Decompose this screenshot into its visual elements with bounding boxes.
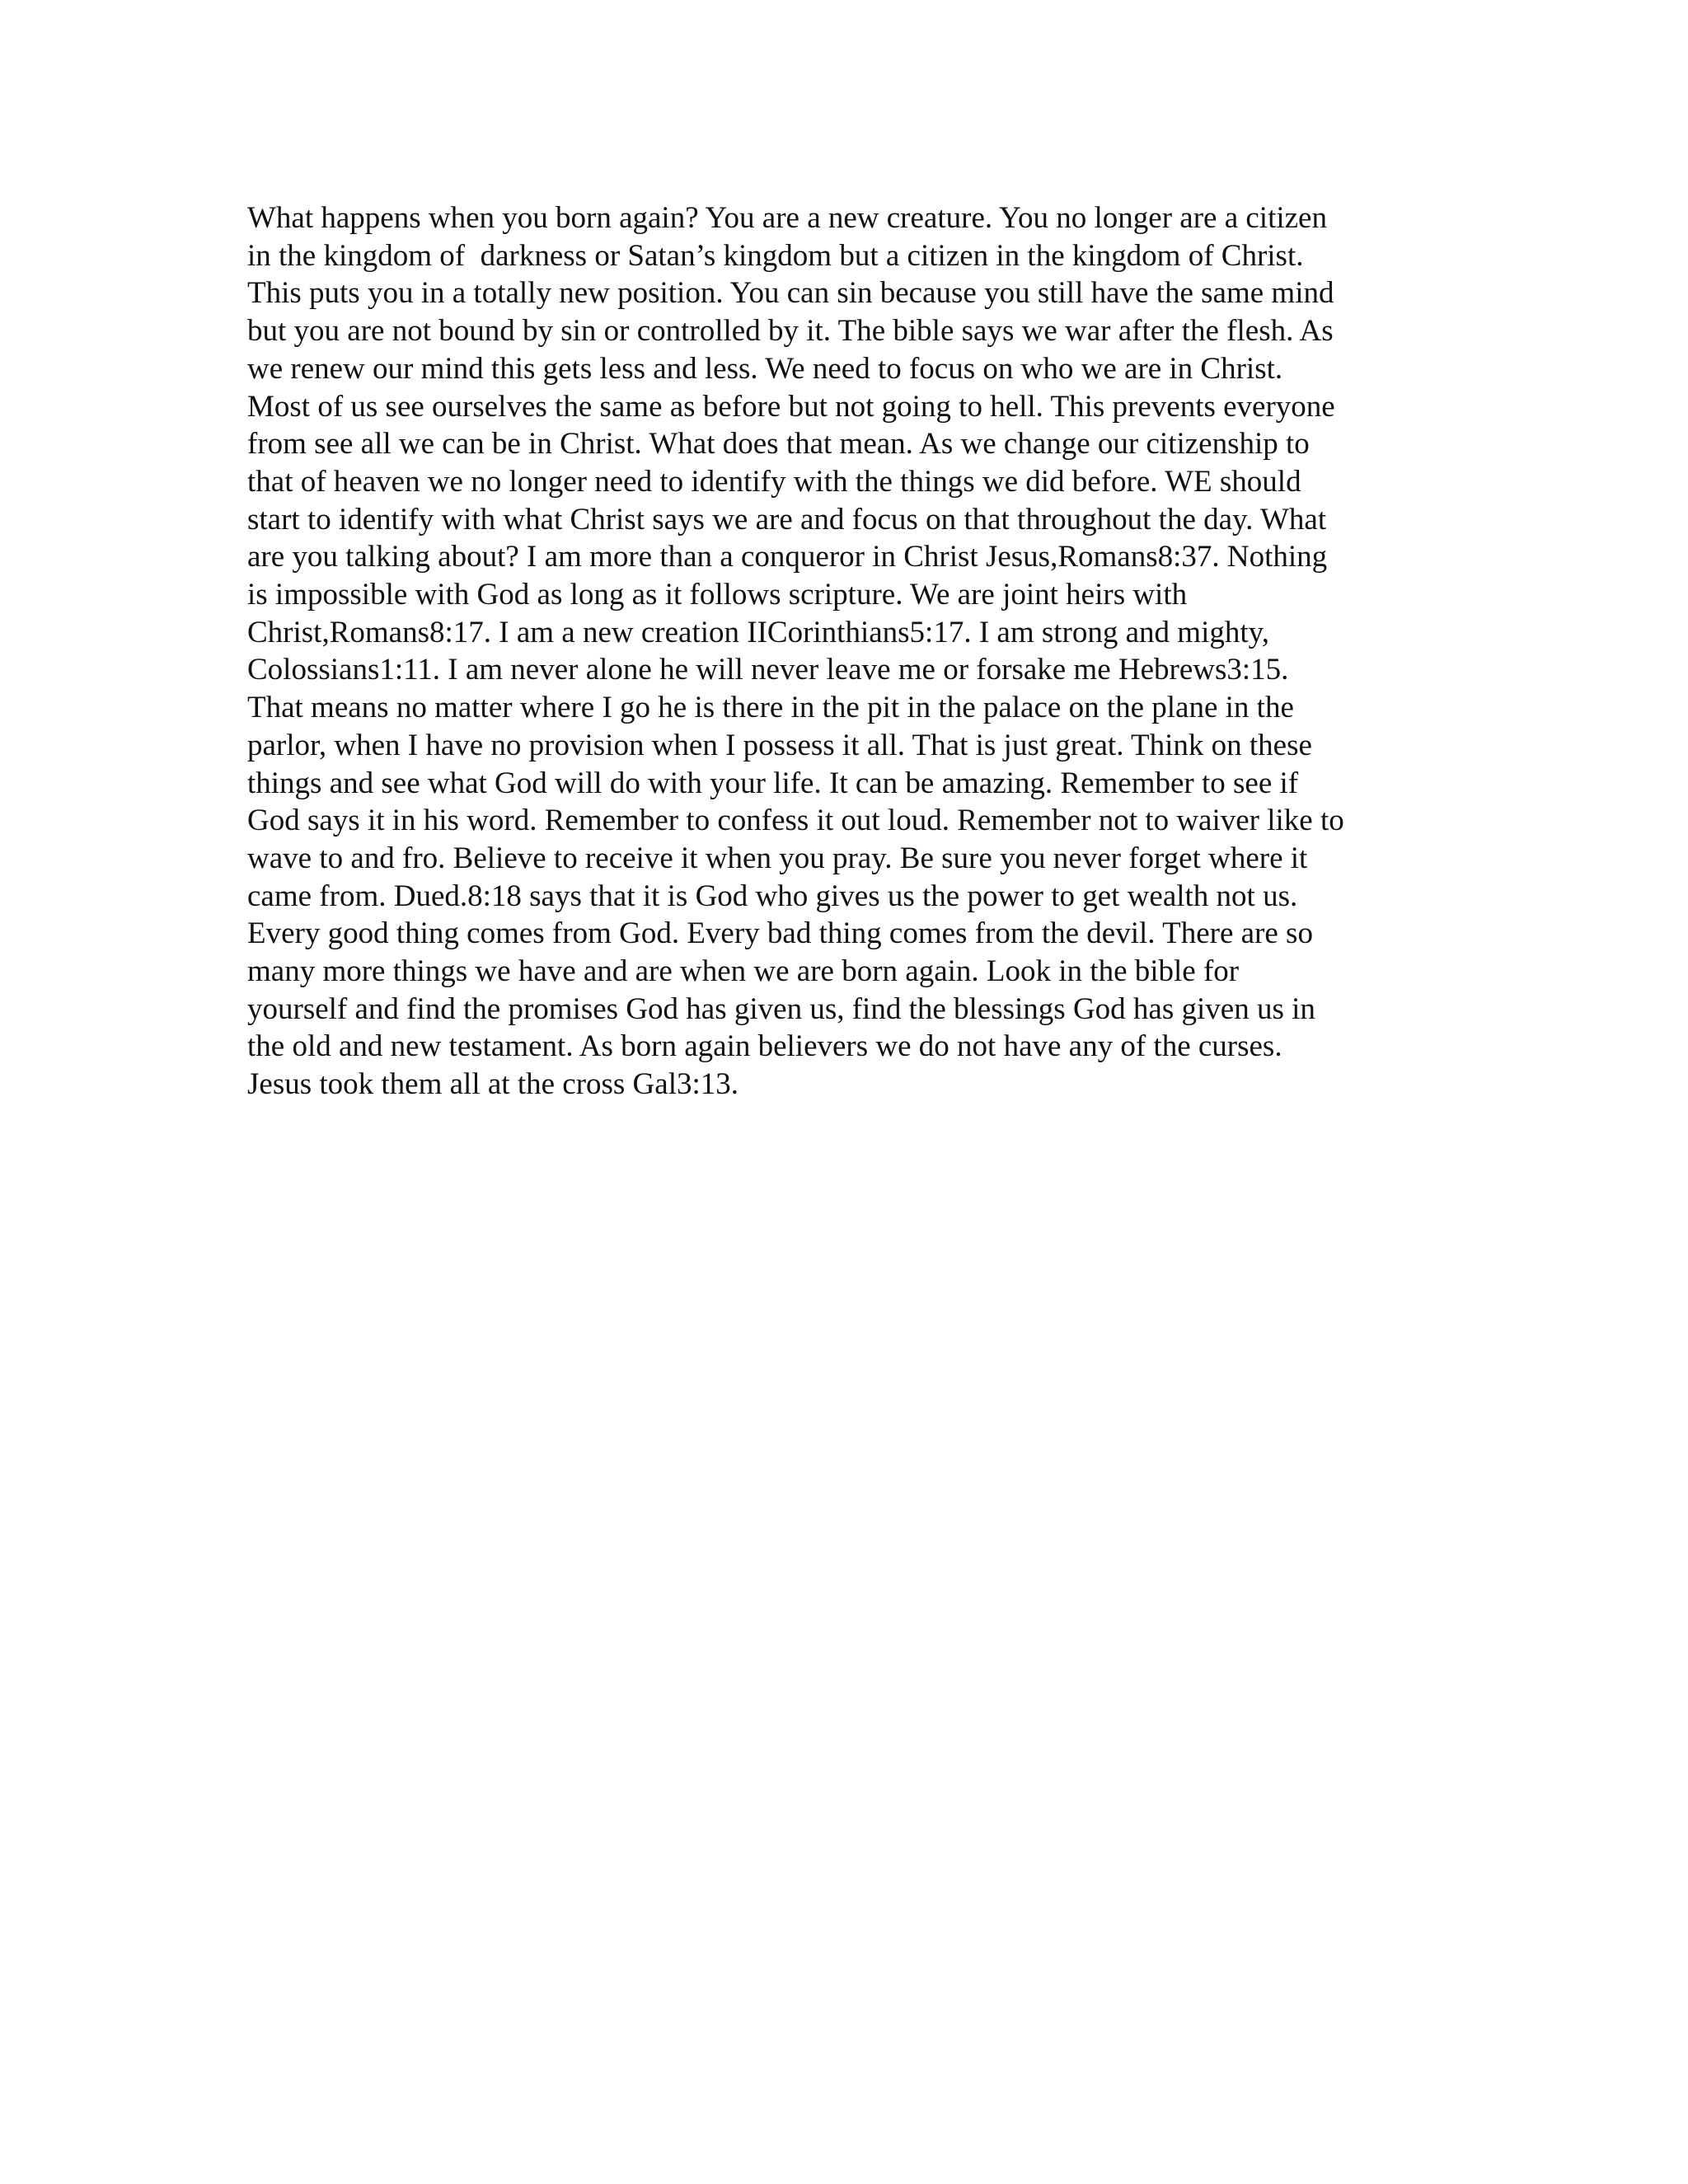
body-text (247, 199, 1451, 1104)
text-line: That means no matter where I go he is there in the pit in the palace on the plane in the (247, 691, 1294, 725)
text-line: Every good thing comes from God. Every bad thing comes from the devil. There are so (247, 916, 1313, 951)
text-line: is impossible with God as long as it follows scripture. We are joint heirs with (247, 578, 1188, 612)
text-line: Jesus took them all at the cross Gal3:13. (247, 1067, 739, 1102)
text-line: that of heaven we no longer need to identify with the things we did before. WE should (247, 464, 1301, 499)
text-line: things and see what God will do with your life. It can be amazing. Remember to see if (247, 766, 1299, 800)
text-line: came from. Dued.8:18 says that it is God who gives us the power to get wealth not us. (247, 879, 1298, 913)
text-line: yourself and find the promises God has given us, find the blessings God has given us in (247, 991, 1315, 1026)
text-line: we renew our mind this gets less and less. We need to focus on who we are in Christ. (247, 351, 1283, 386)
text-line: This puts you in a totally new position. You can sin because you still have the same mind (247, 276, 1334, 311)
text-line: from see all we can be in Christ. What does that mean. As we change our citizenship to (247, 427, 1310, 462)
text-line: Most of us see ourselves the same as before but not going to hell. This prevents everyone (247, 389, 1335, 424)
text-line: are you talking about? I am more than a conqueror in Christ Jesus,Romans8:37. Nothing (247, 540, 1328, 574)
text-line: start to identify with what Christ says we are and focus on that throughout the day. What (247, 502, 1327, 537)
text-line: but you are not bound by sin or controlled by it. The bible says we war after the flesh. As (247, 314, 1334, 349)
text-line: What happens when you born again? You are a new creature. You no longer are a citizen (247, 201, 1327, 235)
text-line: many more things we have and are when we are born again. Look in the bible for (247, 954, 1240, 989)
text-line: parlor, when I have no provision when I possess it all. That is just great. Think on these (247, 728, 1312, 762)
text-line: in the kingdom of darkness or Satan’s kingdom but a citizen in the kingdom of Christ. (247, 238, 1304, 273)
text-line: Colossians1:11. I am never alone he will never leave me or forsake me Hebrews3:15. (247, 653, 1289, 687)
text-line: wave to and fro. Believe to receive it when you pray. Be sure you never forget where it (247, 841, 1308, 875)
text-line: the old and new testament. As born again believers we do not have any of the curses. (247, 1029, 1282, 1064)
text-line: Christ,Romans8:17. I am a new creation IICorinthians5:17. I am strong and mighty, (247, 615, 1269, 649)
text-line: God says it in his word. Remember to confess it out loud. Remember not to waiver like to (247, 804, 1344, 838)
